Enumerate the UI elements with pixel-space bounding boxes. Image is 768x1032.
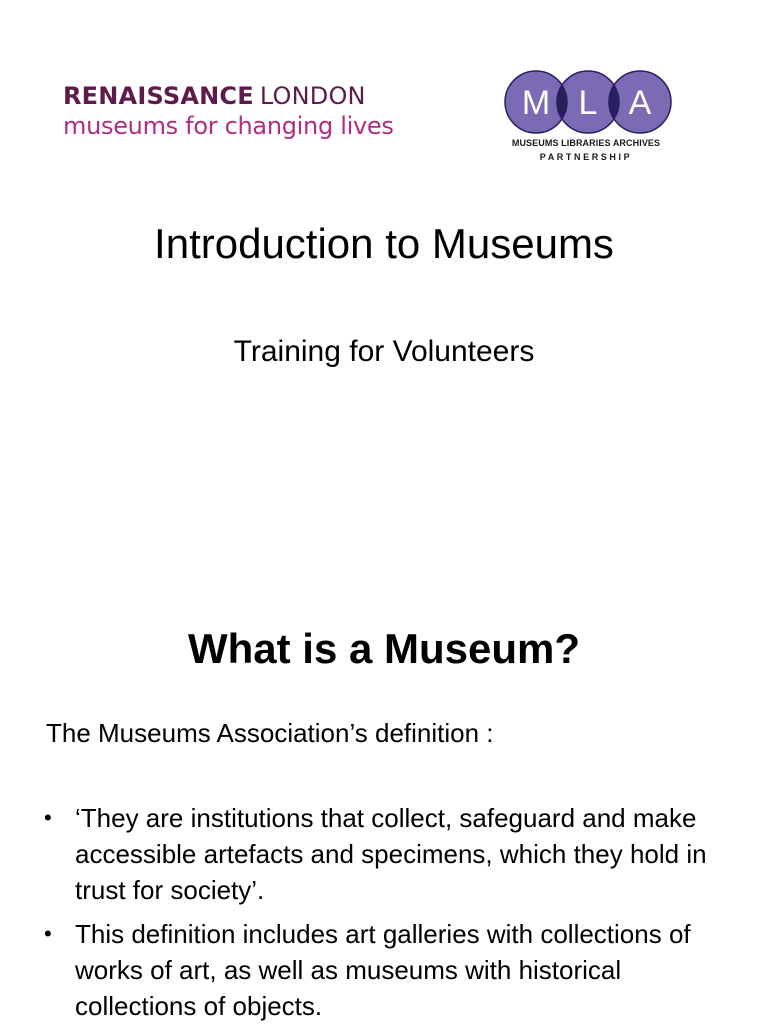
bullet-icon: • bbox=[44, 921, 52, 946]
bullet-text: ‘They are institutions that collect, safeguard and make accessible artefacts and specimens, which they hold in trust for society’. bbox=[75, 803, 707, 905]
list-item bbox=[40, 800, 740, 908]
renaissance-word: RENAISSANCE bbox=[63, 82, 254, 110]
bullet-icon: • bbox=[44, 805, 52, 830]
mla-letter-a: A bbox=[628, 84, 652, 122]
mla-logo bbox=[498, 70, 674, 170]
renaissance-london-tagline: museums for changing lives bbox=[63, 112, 394, 140]
slide-title: What is a Museum? bbox=[187, 625, 581, 672]
intro-text: The Museums Association’s definition : bbox=[46, 718, 494, 748]
list-item bbox=[40, 916, 740, 1024]
bullet-list bbox=[40, 800, 740, 1032]
mla-logo-subtitle: MUSEUMS LIBRARIES ARCHIVES bbox=[511, 138, 661, 148]
slide-title: Introduction to Museums bbox=[154, 220, 614, 267]
mla-logo-partnership: PARTNERSHIP bbox=[539, 152, 633, 162]
renaissance-london-wordmark bbox=[63, 80, 366, 112]
mla-circles-icon bbox=[504, 70, 672, 134]
mla-letter-m: M bbox=[521, 84, 551, 122]
mla-letter-l: L bbox=[578, 84, 598, 122]
bullet-text: This definition includes art galleries with collections of works of art, as well as museums with historical collections of objects. bbox=[75, 919, 691, 1021]
content-slide bbox=[0, 560, 768, 1024]
renaissance-london-logo bbox=[63, 80, 403, 150]
london-word: LONDON bbox=[259, 82, 366, 110]
slide-subtitle: Training for Volunteers bbox=[233, 335, 535, 368]
